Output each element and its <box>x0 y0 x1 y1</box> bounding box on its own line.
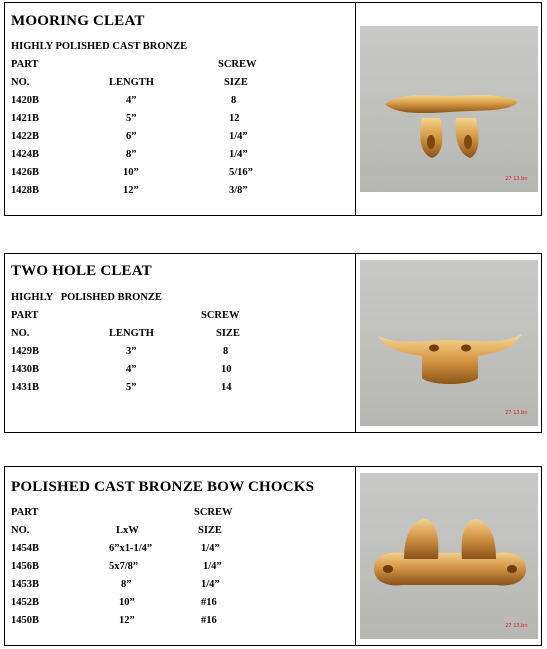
table-header-top <box>11 507 355 524</box>
size-value: 1/4” <box>229 131 248 142</box>
table-row <box>11 615 355 632</box>
no-header: NO. <box>11 525 30 536</box>
size-value: #16 <box>201 597 217 608</box>
mooring-cleat-photo-cell <box>356 3 541 215</box>
table-header-bottom <box>11 328 355 345</box>
table-header-bottom <box>11 77 355 94</box>
size-value: 14 <box>221 382 232 393</box>
two-hole-cleat-icon <box>360 260 538 426</box>
no-header: NO. <box>11 328 30 339</box>
size-value: 1/4” <box>229 149 248 160</box>
part-header: PART <box>11 310 39 321</box>
part-number: 1456B <box>11 561 40 572</box>
length-value: 5” <box>126 113 137 124</box>
table-row <box>11 113 355 130</box>
mooring-cleat-photo <box>360 26 538 192</box>
mooring-cleat-spec-panel <box>5 3 356 215</box>
part-number: 1429B <box>11 346 40 357</box>
photo-date-stamp: 27 13.bn <box>505 410 528 416</box>
table-row <box>11 346 355 363</box>
two-hole-cleat-photo <box>360 260 538 426</box>
table-header-top <box>11 310 355 327</box>
length-value: 6” <box>126 131 137 142</box>
part-number: 1428B <box>11 185 40 196</box>
size-value: #16 <box>201 615 217 626</box>
screw-header: SCREW <box>201 310 240 321</box>
size-value: 10 <box>221 364 232 375</box>
length-value: 4” <box>126 364 137 375</box>
length-value: 5x7/8” <box>109 561 139 572</box>
length-value: 4” <box>126 95 137 106</box>
size-value: 5/16” <box>229 167 253 178</box>
part-number: 1420B <box>11 95 40 106</box>
table-row <box>11 364 355 381</box>
size-value: 8 <box>231 95 237 106</box>
size-value: 3/8” <box>229 185 248 196</box>
part-number: 1424B <box>11 149 40 160</box>
length-value: 10” <box>119 597 135 608</box>
length-value: 5” <box>126 382 137 393</box>
table-row <box>11 131 355 148</box>
size-value: 1/4” <box>201 579 220 590</box>
part-number: 1453B <box>11 579 40 590</box>
section-subtitle: HIGHLY POLISHED CAST BRONZE <box>11 41 188 52</box>
length-value: 8” <box>121 579 132 590</box>
table-row <box>11 561 355 578</box>
bow-chock-photo-cell <box>356 467 541 645</box>
screw-header: SCREW <box>218 59 257 70</box>
table-row <box>11 543 355 560</box>
section-title: TWO HOLE CLEAT <box>11 263 152 279</box>
size-header: SIZE <box>224 77 248 88</box>
table-header-top <box>11 59 355 76</box>
part-number: 1450B <box>11 615 40 626</box>
size-value: 12 <box>229 113 240 124</box>
size-value: 1/4” <box>201 543 220 554</box>
mooring-cleat-section <box>4 2 542 216</box>
bow-chock-icon <box>360 473 538 639</box>
part-number: 1422B <box>11 131 40 142</box>
length-value: 3” <box>126 346 137 357</box>
no-header: NO. <box>11 77 30 88</box>
two-hole-cleat-section <box>4 253 542 433</box>
bow-chocks-section <box>4 466 542 646</box>
length-header: LxW <box>116 525 139 536</box>
table-row <box>11 382 355 399</box>
bow-chock-photo <box>360 473 538 639</box>
section-title: MOORING CLEAT <box>11 13 145 29</box>
length-value: 10” <box>123 167 139 178</box>
table-row <box>11 95 355 112</box>
part-number: 1430B <box>11 364 40 375</box>
part-number: 1431B <box>11 382 40 393</box>
part-number: 1421B <box>11 113 40 124</box>
length-value: 12” <box>123 185 139 196</box>
length-value: 6”x1-1/4” <box>109 543 153 554</box>
photo-date-stamp: 27 13.bn <box>505 623 528 629</box>
table-header-bottom <box>11 525 355 542</box>
mooring-cleat-icon <box>360 26 538 192</box>
table-row <box>11 597 355 614</box>
table-row <box>11 185 355 202</box>
part-header: PART <box>11 59 39 70</box>
section-title: POLISHED CAST BRONZE BOW CHOCKS <box>11 479 315 495</box>
length-header: LENGTH <box>109 77 154 88</box>
screw-header: SCREW <box>194 507 233 518</box>
photo-date-stamp: 27 13.bn <box>505 176 528 182</box>
two-hole-cleat-spec-panel <box>5 254 356 432</box>
size-value: 8 <box>223 346 229 357</box>
part-number: 1452B <box>11 597 40 608</box>
section-subtitle: HIGHLY POLISHED BRONZE <box>11 292 162 303</box>
part-number: 1426B <box>11 167 40 178</box>
size-header: SIZE <box>216 328 240 339</box>
two-hole-cleat-photo-cell <box>356 254 541 432</box>
length-value: 12” <box>119 615 135 626</box>
size-value: 1/4” <box>203 561 222 572</box>
length-value: 8” <box>126 149 137 160</box>
table-row <box>11 167 355 184</box>
length-header: LENGTH <box>109 328 154 339</box>
size-header: SIZE <box>198 525 222 536</box>
part-number: 1454B <box>11 543 40 554</box>
table-row <box>11 579 355 596</box>
bow-chocks-spec-panel <box>5 467 356 645</box>
table-row <box>11 149 355 166</box>
part-header: PART <box>11 507 39 518</box>
